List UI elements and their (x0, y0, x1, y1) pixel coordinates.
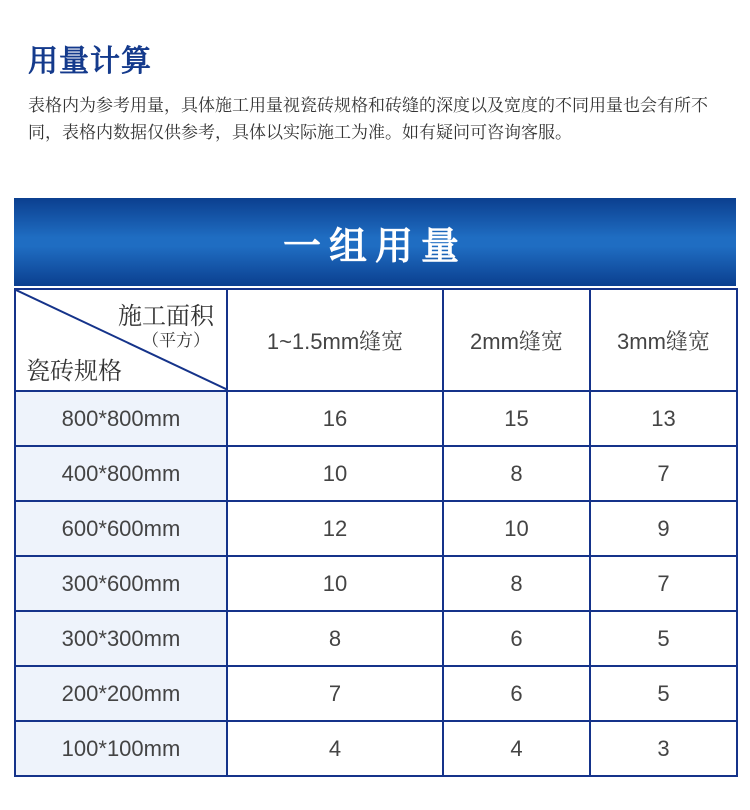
value-cell: 6 (443, 611, 590, 666)
table-row (15, 556, 737, 611)
tile-size-cell: 200*200mm (15, 666, 227, 721)
column-header: 1~1.5mm缝宽 (227, 289, 443, 391)
value-cell: 8 (227, 611, 443, 666)
usage-table (14, 288, 738, 777)
value-cell: 5 (590, 666, 737, 721)
value-cell: 13 (590, 391, 737, 446)
page-title: 用量计算 (28, 44, 152, 79)
value-cell: 4 (443, 721, 590, 776)
value-cell: 10 (443, 501, 590, 556)
tile-size-cell: 300*300mm (15, 611, 227, 666)
tile-size-cell: 100*100mm (15, 721, 227, 776)
table-header-row (15, 289, 737, 391)
tile-size-cell: 600*600mm (15, 501, 227, 556)
value-cell: 7 (590, 446, 737, 501)
corner-header-cell (15, 289, 227, 391)
tile-size-cell: 400*800mm (15, 446, 227, 501)
corner-label-size: 瓷砖规格 (26, 358, 122, 385)
table-row (15, 501, 737, 556)
table-row (15, 391, 737, 446)
column-header: 3mm缝宽 (590, 289, 737, 391)
table-banner: 一组用量 (14, 198, 736, 286)
value-cell: 7 (227, 666, 443, 721)
value-cell: 6 (443, 666, 590, 721)
description-text: 表格内为参考用量，具体施工用量视瓷砖规格和砖缝的深度以及宽度的不同用量也会有所不同，表格内数据仅供参考，具体以实际施工为准。如有疑问可咨询客服。 (28, 96, 708, 143)
value-cell: 9 (590, 501, 737, 556)
corner-label-unit: （平方） (142, 331, 210, 350)
value-cell: 5 (590, 611, 737, 666)
column-header: 2mm缝宽 (443, 289, 590, 391)
value-cell: 8 (443, 556, 590, 611)
tile-size-cell: 800*800mm (15, 391, 227, 446)
value-cell: 12 (227, 501, 443, 556)
value-cell: 3 (590, 721, 737, 776)
corner-label-area: 施工面积 (118, 303, 214, 330)
value-cell: 4 (227, 721, 443, 776)
table-row (15, 611, 737, 666)
value-cell: 15 (443, 391, 590, 446)
value-cell: 7 (590, 556, 737, 611)
table-row (15, 666, 737, 721)
value-cell: 10 (227, 446, 443, 501)
table-row (15, 721, 737, 776)
value-cell: 16 (227, 391, 443, 446)
tile-size-cell: 300*600mm (15, 556, 227, 611)
value-cell: 8 (443, 446, 590, 501)
value-cell: 10 (227, 556, 443, 611)
table-row (15, 446, 737, 501)
